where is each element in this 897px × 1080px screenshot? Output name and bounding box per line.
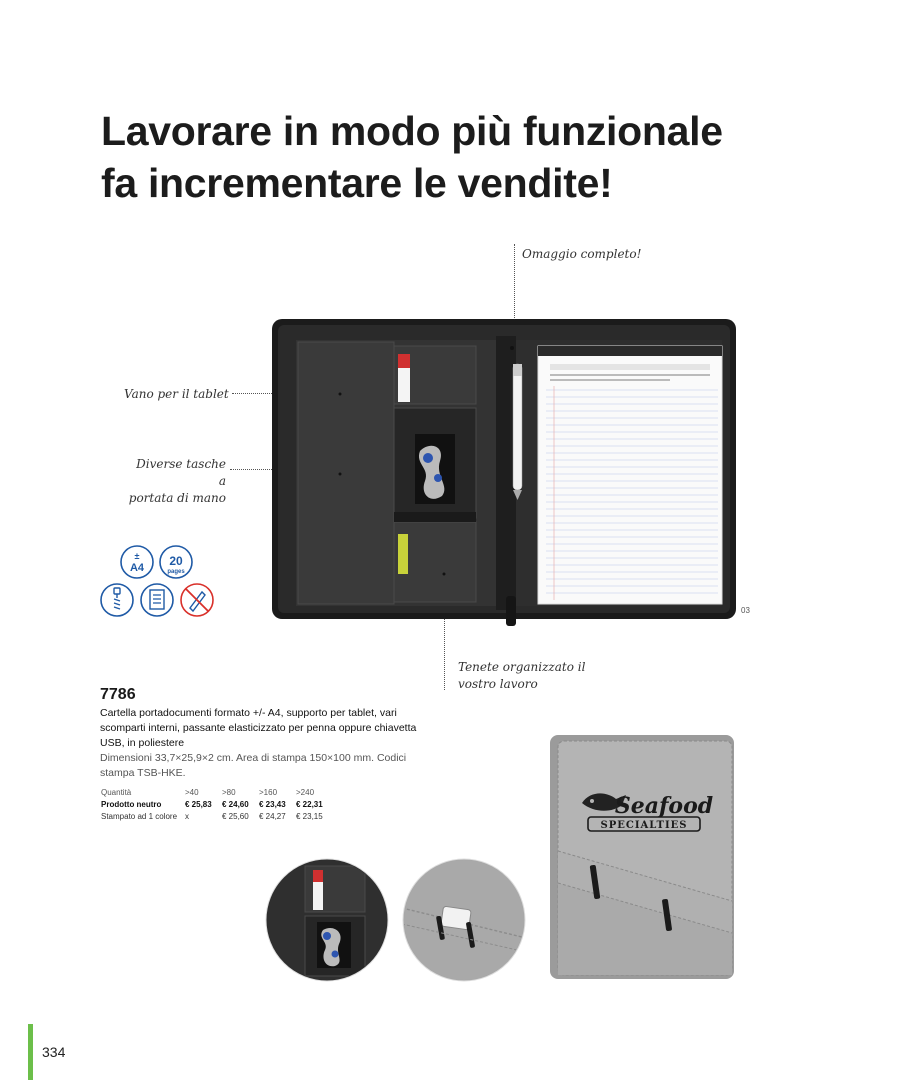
format-label: A4 [129, 562, 145, 574]
page-number: 334 [42, 1044, 66, 1060]
callout-gift: Omaggio completo! [522, 247, 642, 261]
detail-photo-pockets [265, 858, 389, 982]
notepad-icon [141, 584, 173, 616]
callout-organized-line-2: vostro lavoro [458, 677, 538, 691]
price-cell: € 24,27 [259, 812, 286, 821]
feature-icons [96, 544, 220, 620]
pages-count: 20 [169, 554, 183, 568]
price-table-header [99, 787, 331, 799]
row-label: Prodotto neutro [101, 800, 162, 809]
callout-organized [458, 659, 585, 693]
price-cell: € 22,31 [296, 800, 323, 809]
zipper-icon [101, 584, 133, 616]
price-cell: € 23,43 [259, 800, 286, 809]
print-logo-word-1: Seafood [614, 793, 714, 819]
callout-organized-line-1: Tenete organizzato il [458, 660, 586, 674]
product-details: Dimensioni 33,7×25,9×2 cm. Area di stampa 150×100 mm. Codici stampa TSB-HKE. [100, 752, 407, 779]
table-row [99, 811, 331, 823]
col-40: >40 [185, 788, 199, 797]
price-cell: x [185, 812, 189, 821]
row-label: Stampato ad 1 colore [101, 812, 178, 821]
col-160: >160 [259, 788, 278, 797]
col-240: >240 [296, 788, 315, 797]
print-logo-word-2: SPECIALTIES [600, 820, 688, 831]
callout-pockets-line-1: Diverse tasche a [136, 457, 226, 488]
col-80: >80 [222, 788, 236, 797]
gift-leader-line [514, 244, 515, 320]
price-cell: € 23,15 [296, 812, 323, 821]
open-folder-photo [270, 316, 740, 628]
table-row [99, 799, 331, 811]
page-accent-bar [28, 1024, 33, 1080]
callout-pockets [128, 456, 226, 507]
callout-pockets-line-2: portata di mano [128, 491, 226, 505]
callout-tablet: Vano per il tablet [124, 387, 229, 401]
product-description: Cartella portadocumenti formato +/- A4, supporto per tablet, vari scomparti interni, passante elasticizzato per penna oppure chiavetta USB, in poliestere [100, 707, 417, 749]
price-cell: € 24,60 [222, 800, 249, 809]
headline-line-2: fa incrementare le vendite! [101, 160, 613, 206]
product-code: 7786 [100, 686, 136, 703]
detail-photo-phone-pocket [402, 858, 526, 982]
col-quantity: Quantità [101, 788, 132, 797]
headline-line-1: Lavorare in modo più funzionale [101, 108, 723, 154]
price-cell: € 25,60 [222, 812, 249, 821]
image-number: 03 [741, 606, 750, 615]
a4-format-icon [121, 546, 153, 578]
price-table [99, 787, 331, 823]
closed-folder-photo [546, 733, 738, 981]
pages-label: pages [167, 569, 185, 575]
product-description-block [100, 706, 430, 781]
price-cell: € 25,83 [185, 800, 212, 809]
page-headline [101, 105, 723, 209]
format-sign: ± [134, 551, 140, 561]
no-pen-included-icon [181, 584, 213, 616]
pages-count-icon [160, 546, 192, 578]
